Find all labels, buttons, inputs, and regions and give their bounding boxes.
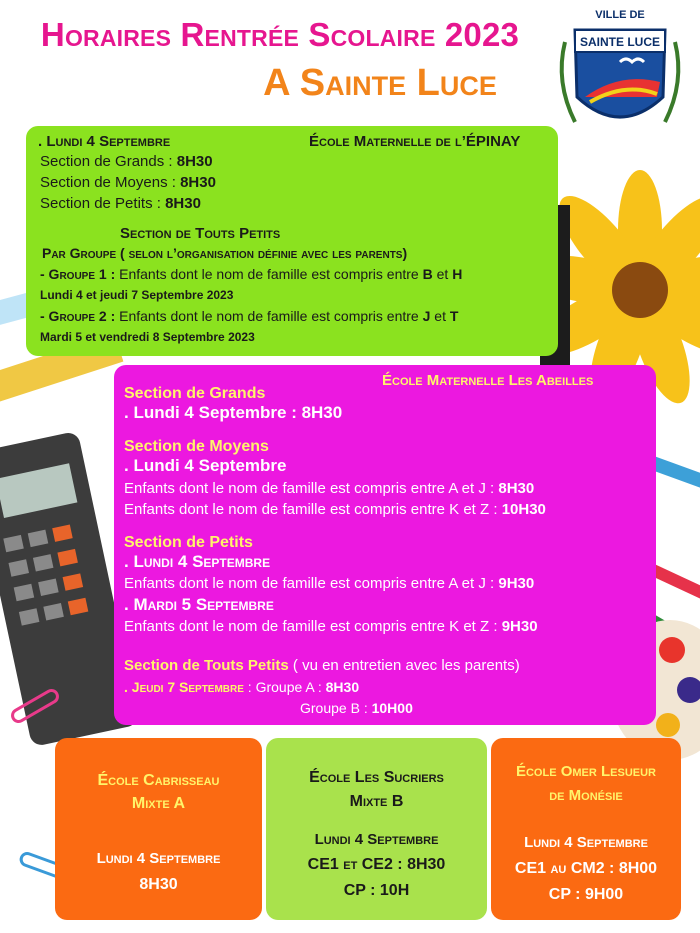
epinay-day: . Lundi 4 Septembre [38,133,171,150]
sucriers-line1: CE1 et CE2 : 8H30 [307,856,446,873]
abeilles-box [114,365,656,725]
abeilles-moyens-line2: Enfants dont le nom de famille est compris entre K et Z : 10H30 [124,501,546,518]
lesueur-school: École Omer Lesueur [515,763,656,780]
abeilles-petits-title: Section de Petits [124,534,253,551]
lesueur-class: de Monésie [549,787,623,804]
cabrisseau-school: École Cabrisseau [97,772,220,789]
abeilles-school: École Maternelle Les Abeilles [382,372,594,389]
cabrisseau-day: Lundi 4 Septembre [96,850,221,867]
abeilles-petits-day1: . Lundi 4 Septembre [124,552,271,571]
abeilles-grands-day: . Lundi 4 Septembre : 8H30 [124,403,343,422]
abeilles-moyens-title: Section de Moyens [124,438,269,455]
epinay-section-moyens: Section de Moyens : 8H30 [40,174,216,191]
abeilles-moyens-line1: Enfants dont le nom de famille est compris entre A et J : 8H30 [124,480,535,497]
epinay-school: École Maternelle de l’ÉPINAY [309,133,521,150]
epinay-group2: - Groupe 2 : Enfants dont le nom de famille est compris entre J et T [40,308,459,324]
epinay-box [26,126,558,356]
lesueur-box [491,738,681,920]
epinay-tp-title: Section de Touts Petits [120,225,281,242]
abeilles-moyens-day: . Lundi 4 Septembre [124,456,287,475]
lesueur-line2: CP : 9H00 [548,886,624,903]
logo-text-top: VILLE DE [595,9,645,21]
abeilles-petits-line1: Enfants dont le nom de famille est compris entre A et J : 9H30 [124,575,535,592]
epinay-section-petits: Section de Petits : 8H30 [40,195,201,212]
epinay-group1-dates: Lundi 4 et jeudi 7 Septembre 2023 [40,288,234,302]
page-subtitle: A Sainte Luce [263,62,497,104]
sucriers-school: École Les Sucriers [309,769,444,786]
epinay-section-grands: Section de Grands : 8H30 [40,153,213,170]
epinay-group1: - Groupe 1 : Enfants dont le nom de famille est compris entre B et H [40,266,463,282]
abeilles-petits-day2: . Mardi 5 Septembre [124,595,274,614]
abeilles-tp-group-a: . Jeudi 7 Septembre : Groupe A : 8H30 [124,679,360,695]
cabrisseau-box [55,738,262,920]
lesueur-line1: CE1 au CM2 : 8H00 [514,860,658,877]
abeilles-petits-line2: Enfants dont le nom de famille est compris entre K et Z : 9H30 [124,618,538,635]
epinay-group-intro: Par Groupe ( selon l’organisation définie avec les parents) [42,245,408,261]
sainte-luce-logo [545,2,695,152]
epinay-group2-dates: Mardi 5 et vendredi 8 Septembre 2023 [40,330,255,344]
abeilles-tp-title: Section de Touts Petits ( vu en entretien avec les parents) [124,657,520,674]
abeilles-grands-title: Section de Grands [124,385,266,402]
lesueur-day: Lundi 4 Septembre [524,834,648,851]
sucriers-day: Lundi 4 Septembre [314,831,439,848]
abeilles-tp-group-b: Groupe B : 10H00 [300,700,413,716]
sucriers-box [266,738,487,920]
cabrisseau-time: 8H30 [139,876,178,893]
sucriers-class: Mixte B [349,793,404,810]
sucriers-line2: CP : 10H [343,882,410,899]
cabrisseau-class: Mixte A [131,795,186,812]
logo-text-main: SAINTE LUCE [579,35,661,49]
page-title: Horaires Rentrée Scolaire 2023 [40,16,520,53]
